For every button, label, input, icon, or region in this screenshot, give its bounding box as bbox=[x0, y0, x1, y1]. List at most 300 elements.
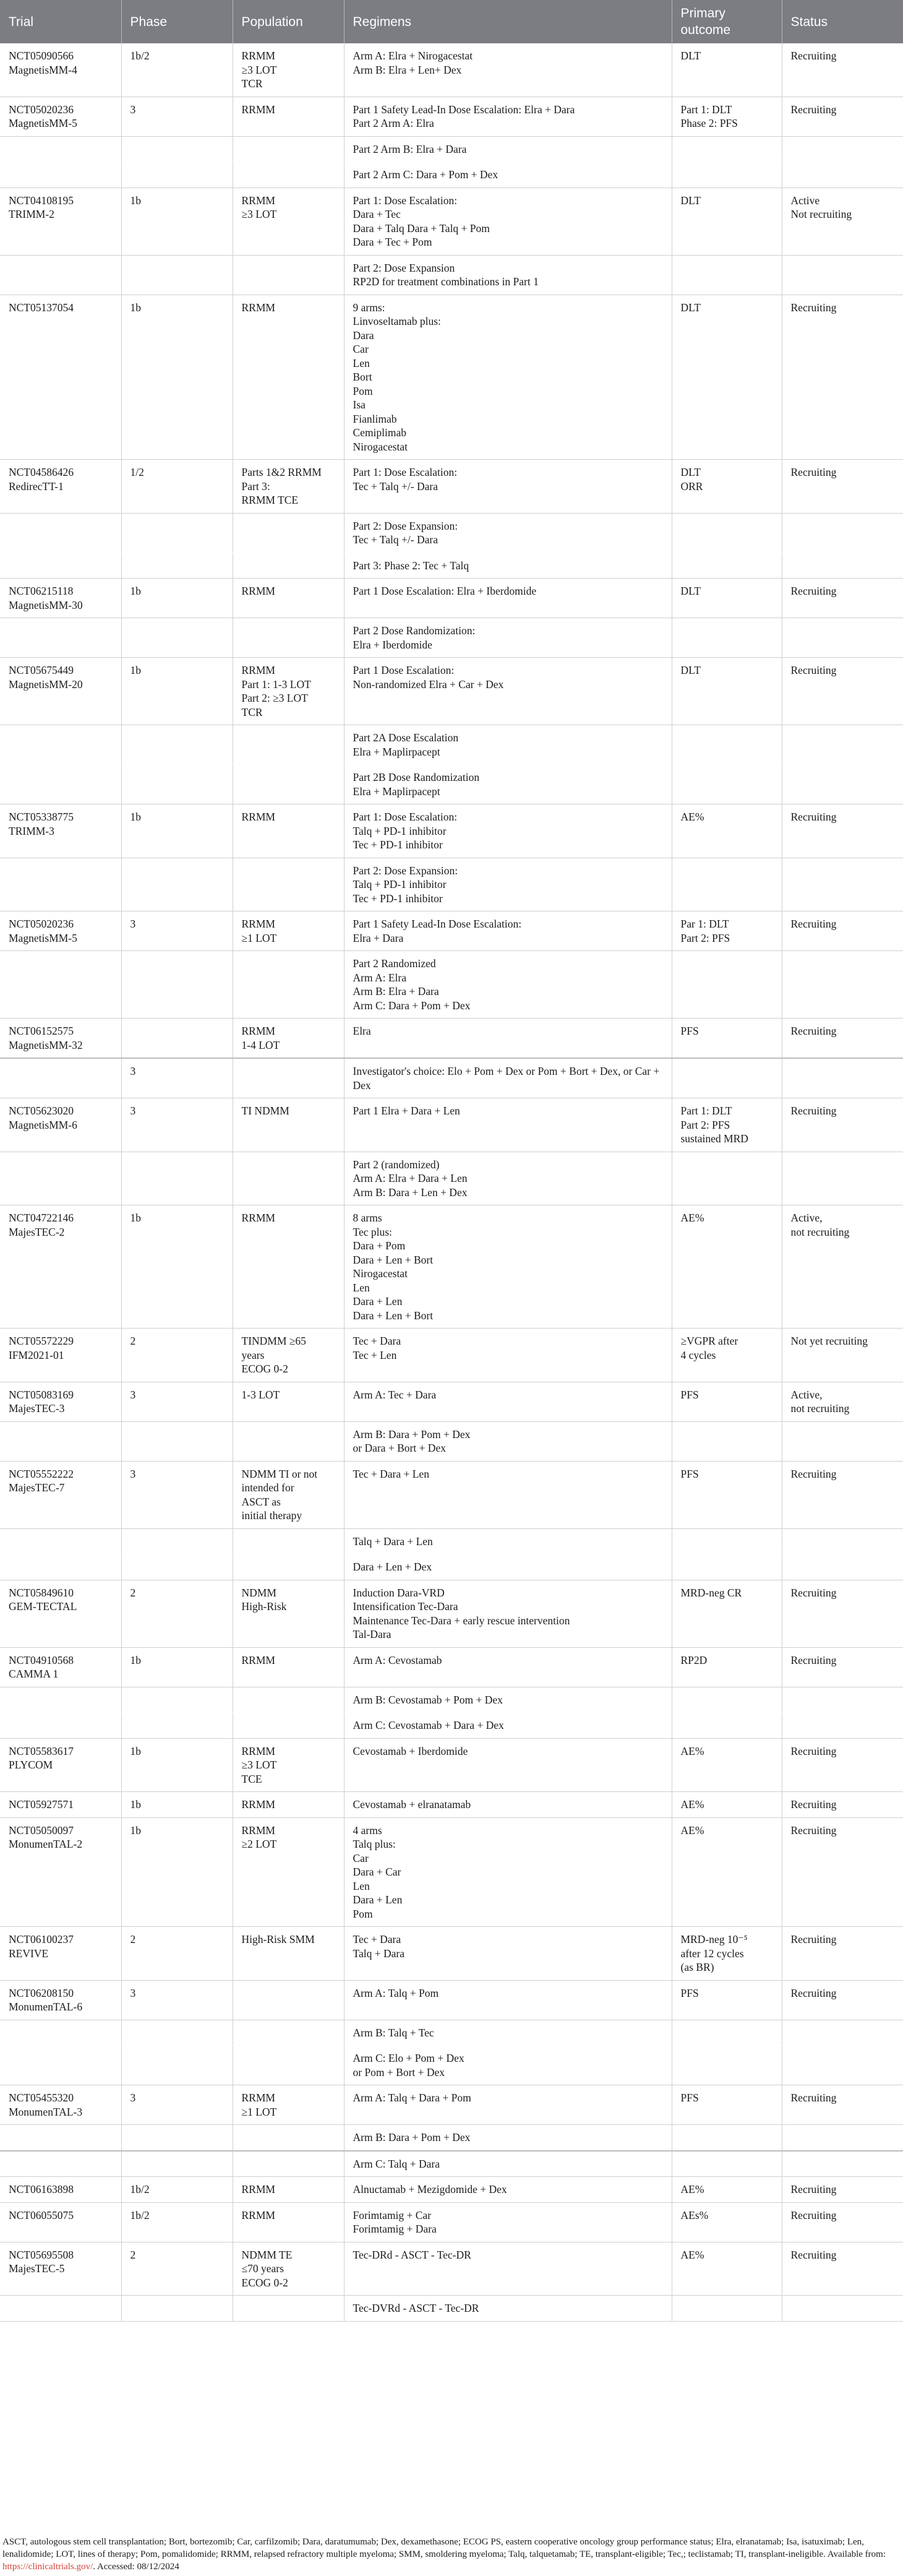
cell-population-line: initial therapy bbox=[241, 1509, 302, 1522]
cell-regimens bbox=[344, 618, 672, 658]
cell-regimens bbox=[344, 579, 672, 618]
cell-phase bbox=[121, 1817, 233, 1927]
cell-primary-outcome bbox=[672, 1980, 782, 2020]
cell-regimens bbox=[344, 2202, 672, 2242]
cell-regimens-line: Tec + Talq +/- Dara bbox=[353, 480, 438, 493]
table-row bbox=[0, 162, 903, 188]
cell-regimens-line: Pom bbox=[353, 1907, 373, 1920]
cell-phase bbox=[121, 1738, 233, 1792]
cell-phase bbox=[121, 1554, 233, 1580]
cell-primary-outcome bbox=[672, 2046, 782, 2085]
table-row bbox=[0, 1152, 903, 1205]
cell-population bbox=[233, 162, 344, 188]
cell-regimens bbox=[344, 2177, 672, 2203]
cell-regimens-line: Part 3: Phase 2: Tec + Talq bbox=[353, 559, 469, 572]
cell-population-line: NDMM TI or not bbox=[241, 1467, 318, 1480]
cell-primary-outcome bbox=[672, 513, 782, 553]
cell-primary-outcome-line: Phase 2: PFS bbox=[680, 117, 738, 129]
cell-phase bbox=[121, 1205, 233, 1329]
cell-primary-outcome-line: Part 2: PFS bbox=[680, 931, 730, 944]
cell-regimens-line: Arm B: Dara + Len + Dex bbox=[353, 1186, 468, 1199]
cell-regimens-line: Arm B: Dara + Pom + Dex bbox=[353, 1428, 471, 1441]
cell-trial bbox=[0, 2020, 121, 2046]
cell-regimens-line: Maintenance Tec-Dara + early rescue intervention bbox=[353, 1614, 570, 1627]
cell-primary-outcome-line: AEs% bbox=[680, 2208, 709, 2221]
cell-population-line: RRMM bbox=[241, 1212, 275, 1224]
cell-status bbox=[782, 2242, 903, 2296]
cell-regimens bbox=[344, 187, 672, 255]
table-row bbox=[0, 1058, 903, 1098]
cell-trial bbox=[0, 1528, 121, 1554]
cell-status bbox=[782, 255, 903, 295]
cell-status-line: Recruiting bbox=[790, 103, 837, 116]
cell-primary-outcome bbox=[672, 618, 782, 658]
cell-regimens bbox=[344, 2125, 672, 2151]
cell-population-line: ≥3 LOT bbox=[241, 63, 277, 76]
cell-trial bbox=[0, 162, 121, 188]
cell-primary-outcome-line: after 12 cycles bbox=[680, 1947, 744, 1960]
cell-population bbox=[233, 1152, 344, 1205]
cell-regimens bbox=[344, 1738, 672, 1792]
table-row bbox=[0, 2151, 903, 2177]
clinicaltrials-link[interactable]: https://clinicaltrials.gov/ bbox=[2, 2562, 93, 2572]
table-row bbox=[0, 1927, 903, 1981]
cell-regimens-line: Part 2 (randomized) bbox=[353, 1158, 440, 1171]
cell-trial-line: NCT05849610 bbox=[9, 1586, 74, 1599]
cell-status bbox=[782, 1205, 903, 1329]
cell-population-line: TINDMM ≥65 bbox=[241, 1335, 306, 1347]
cell-primary-outcome bbox=[672, 2177, 782, 2203]
cell-regimens-line: Isa bbox=[353, 398, 366, 411]
cell-regimens bbox=[344, 1421, 672, 1461]
cell-regimens bbox=[344, 1019, 672, 1059]
cell-phase bbox=[121, 2177, 233, 2203]
cell-regimens-line: Tec + PD-1 inhibitor bbox=[353, 838, 443, 851]
cell-primary-outcome-line: DLT bbox=[680, 50, 701, 62]
cell-trial bbox=[0, 2296, 121, 2322]
cell-status bbox=[782, 1927, 903, 1981]
cell-regimens-line: RP2D for treatment combinations in Part 1 bbox=[353, 275, 539, 288]
cell-primary-outcome-line: AE% bbox=[680, 2248, 704, 2261]
cell-primary-outcome bbox=[672, 911, 782, 951]
cell-regimens-line: Len bbox=[353, 1879, 370, 1892]
header-phase: Phase bbox=[121, 0, 233, 43]
cell-status bbox=[782, 1580, 903, 1647]
cell-trial-line: PLYCOM bbox=[9, 1759, 53, 1771]
cell-trial bbox=[0, 658, 121, 725]
cell-trial-line: NCT06208150 bbox=[9, 1986, 74, 1999]
cell-population bbox=[233, 187, 344, 255]
cell-regimens bbox=[344, 1580, 672, 1647]
cell-trial-line: NCT05338775 bbox=[9, 811, 74, 823]
cell-regimens-line: Arm B: Dara + Pom + Dex bbox=[353, 2131, 471, 2143]
cell-trial-line: NCT05623020 bbox=[9, 1105, 74, 1117]
cell-population-line: years bbox=[241, 1348, 265, 1361]
cell-regimens-line: Elra + Dara bbox=[353, 931, 404, 944]
cell-population-line: RRMM bbox=[241, 50, 275, 62]
cell-population bbox=[233, 951, 344, 1019]
cell-phase bbox=[121, 1927, 233, 1981]
cell-regimens-line: Part 2 Arm C: Dara + Pom + Dex bbox=[353, 168, 499, 181]
cell-phase-line: 3 bbox=[130, 1388, 136, 1401]
cell-population bbox=[233, 553, 344, 579]
cell-trial-line: NCT05675449 bbox=[9, 664, 74, 676]
cell-status bbox=[782, 618, 903, 658]
cell-phase bbox=[121, 1058, 233, 1098]
cell-status bbox=[782, 1461, 903, 1528]
table-row bbox=[0, 1098, 903, 1152]
table-row bbox=[0, 295, 903, 460]
cell-primary-outcome bbox=[672, 187, 782, 255]
cell-phase-line: 1b bbox=[130, 1653, 141, 1666]
cell-regimens-line: Dara + Len + Dex bbox=[353, 1561, 432, 1573]
cell-phase-line: 3 bbox=[130, 1467, 136, 1480]
cell-population-line: RRMM bbox=[241, 918, 275, 930]
cell-trial-line: NCT06055075 bbox=[9, 2208, 74, 2221]
cell-regimens-line: Tec + Talq +/- Dara bbox=[353, 533, 438, 546]
cell-primary-outcome-line: Part 2: PFS bbox=[680, 1118, 730, 1131]
table-body bbox=[0, 43, 903, 2321]
cell-status-line: Recruiting bbox=[790, 2183, 837, 2195]
cell-status-line: not recruiting bbox=[790, 1225, 850, 1238]
cell-regimens-line: Arm A: Elra + Dara + Len bbox=[353, 1172, 468, 1184]
cell-regimens-line: Part 1 Dose Escalation: bbox=[353, 664, 455, 676]
cell-primary-outcome bbox=[672, 162, 782, 188]
cell-primary-outcome-line: AE% bbox=[680, 1212, 704, 1224]
cell-population bbox=[233, 1058, 344, 1098]
cell-status bbox=[782, 43, 903, 97]
cell-phase-line: 1b bbox=[130, 664, 141, 676]
cell-regimens bbox=[344, 1382, 672, 1421]
cell-primary-outcome bbox=[672, 1421, 782, 1461]
cell-regimens-line: Dara + Tec bbox=[353, 208, 401, 220]
cell-regimens-line: Arm C: Cevostamab + Dara + Dex bbox=[353, 1719, 504, 1731]
cell-status-line: Not recruiting bbox=[790, 208, 852, 220]
cell-primary-outcome bbox=[672, 1461, 782, 1528]
cell-primary-outcome bbox=[672, 1738, 782, 1792]
cell-regimens-line: Talq + PD-1 inhibitor bbox=[353, 878, 447, 890]
cell-population bbox=[233, 2151, 344, 2177]
cell-phase-line: 3 bbox=[130, 103, 136, 116]
cell-status-line: Recruiting bbox=[790, 1467, 837, 1480]
cell-regimens bbox=[344, 1058, 672, 1098]
cell-status bbox=[782, 2296, 903, 2322]
cell-phase-line: 1b bbox=[130, 811, 141, 823]
cell-population-line: RRMM TCE bbox=[241, 494, 299, 506]
cell-primary-outcome bbox=[672, 1019, 782, 1059]
cell-status bbox=[782, 513, 903, 553]
cell-regimens bbox=[344, 1554, 672, 1580]
cell-regimens-line: Arm C: Elo + Pom + Dex bbox=[353, 2052, 464, 2064]
cell-primary-outcome-line: DLT bbox=[680, 664, 701, 676]
cell-trial-line: MagnetisMM-32 bbox=[9, 1038, 83, 1051]
cell-regimens-line: Part 1 Safety Lead-In Dose Escalation: Elra + Dara bbox=[353, 103, 575, 116]
cell-status bbox=[782, 858, 903, 911]
cell-population-line: RRMM bbox=[241, 2208, 275, 2221]
cell-regimens-line: Part 1: Dose Escalation: bbox=[353, 466, 458, 478]
cell-regimens-line: Talq + PD-1 inhibitor bbox=[353, 824, 447, 837]
cell-trial-line: NCT06163898 bbox=[9, 2183, 74, 2195]
cell-primary-outcome-line: 4 cycles bbox=[680, 1348, 716, 1361]
cell-status-line: Recruiting bbox=[790, 1105, 837, 1117]
cell-regimens-line: Dara + Len + Bort bbox=[353, 1253, 434, 1266]
cell-phase bbox=[121, 295, 233, 460]
cell-trial-line: CAMMA 1 bbox=[9, 1668, 59, 1680]
cell-regimens-line: Arm C: Talq + Dara bbox=[353, 2157, 440, 2170]
cell-phase-line: 1b bbox=[130, 1798, 141, 1811]
cell-population bbox=[233, 1647, 344, 1687]
cell-status-line: Recruiting bbox=[790, 2208, 837, 2221]
cell-population bbox=[233, 1382, 344, 1421]
cell-primary-outcome-line: PFS bbox=[680, 1025, 699, 1037]
cell-population bbox=[233, 1528, 344, 1554]
cell-population bbox=[233, 1927, 344, 1981]
cell-regimens-line: Dara + Talq Dara + Talq + Pom bbox=[353, 222, 490, 235]
cell-population-line: RRMM bbox=[241, 2091, 275, 2104]
cell-regimens-line: 8 arms bbox=[353, 1212, 382, 1224]
table-row bbox=[0, 765, 903, 804]
cell-trial bbox=[0, 1382, 121, 1421]
cell-phase bbox=[121, 765, 233, 804]
cell-regimens-line: Part 2: Dose Expansion bbox=[353, 261, 455, 274]
cell-population bbox=[233, 765, 344, 804]
cell-trial bbox=[0, 1687, 121, 1713]
cell-status bbox=[782, 1329, 903, 1382]
table-header-row bbox=[0, 0, 903, 43]
cell-trial bbox=[0, 2046, 121, 2085]
cell-regimens bbox=[344, 1792, 672, 1818]
cell-regimens-line: Part 2B Dose Randomization bbox=[353, 771, 480, 783]
cell-regimens bbox=[344, 2296, 672, 2322]
cell-population-line: ≥1 LOT bbox=[241, 931, 277, 944]
cell-population-line: NDMM bbox=[241, 1586, 276, 1599]
table-row bbox=[0, 1329, 903, 1382]
table-row bbox=[0, 1528, 903, 1554]
cell-trial-line: NCT05583617 bbox=[9, 1744, 74, 1757]
cell-primary-outcome bbox=[672, 1528, 782, 1554]
cell-primary-outcome bbox=[672, 2020, 782, 2046]
cell-regimens bbox=[344, 2151, 672, 2177]
cell-primary-outcome-line: AE% bbox=[680, 1798, 704, 1811]
table-row bbox=[0, 1461, 903, 1528]
cell-trial-line: TRIMM-3 bbox=[9, 824, 54, 837]
table-row bbox=[0, 1580, 903, 1647]
table-row bbox=[0, 2085, 903, 2125]
cell-regimens-line: Tec plus: bbox=[353, 1225, 392, 1238]
cell-phase bbox=[121, 725, 233, 765]
cell-trial bbox=[0, 765, 121, 804]
cell-trial bbox=[0, 255, 121, 295]
cell-status bbox=[782, 2020, 903, 2046]
cell-regimens-line: Forimtamig + Car bbox=[353, 2208, 432, 2221]
cell-population bbox=[233, 255, 344, 295]
cell-population-line: ≥2 LOT bbox=[241, 1838, 277, 1850]
cell-population bbox=[233, 1792, 344, 1818]
cell-status bbox=[782, 1647, 903, 1687]
cell-population-line: 1-3 LOT bbox=[241, 1388, 280, 1401]
cell-trial-line: MagnetisMM-6 bbox=[9, 1118, 77, 1131]
cell-population-line: RRMM bbox=[241, 1798, 275, 1811]
cell-population-line: ≥3 LOT bbox=[241, 208, 277, 220]
cell-population bbox=[233, 2125, 344, 2151]
cell-population-line: intended for bbox=[241, 1481, 294, 1494]
cell-trial bbox=[0, 1205, 121, 1329]
cell-trial bbox=[0, 295, 121, 460]
cell-phase bbox=[121, 255, 233, 295]
cell-primary-outcome bbox=[672, 725, 782, 765]
cell-trial-line: RedirecTT-1 bbox=[9, 480, 64, 493]
cell-trial bbox=[0, 1461, 121, 1528]
cell-phase-line: 1/2 bbox=[130, 466, 144, 478]
cell-regimens-line: Arm A: Talq + Dara + Pom bbox=[353, 2091, 471, 2104]
cell-regimens bbox=[344, 1205, 672, 1329]
cell-regimens bbox=[344, 765, 672, 804]
cell-phase-line: 3 bbox=[130, 1065, 136, 1077]
cell-phase bbox=[121, 2296, 233, 2322]
cell-regimens bbox=[344, 1927, 672, 1981]
cell-trial bbox=[0, 43, 121, 97]
cell-regimens-line: Tal-Dara bbox=[353, 1628, 392, 1640]
cell-phase-line: 1b bbox=[130, 1824, 141, 1837]
cell-regimens bbox=[344, 513, 672, 553]
cell-regimens-line: Arm B: Talq + Tec bbox=[353, 2026, 434, 2039]
cell-status bbox=[782, 1528, 903, 1554]
cell-status bbox=[782, 1738, 903, 1792]
cell-regimens bbox=[344, 1528, 672, 1554]
cell-status bbox=[782, 725, 903, 765]
cell-trial bbox=[0, 2085, 121, 2125]
table-row bbox=[0, 1647, 903, 1687]
cell-status-line: Recruiting bbox=[790, 585, 837, 597]
table-row bbox=[0, 658, 903, 725]
cell-primary-outcome bbox=[672, 658, 782, 725]
cell-phase-line: 1b bbox=[130, 585, 141, 597]
cell-primary-outcome-line: ≥VGPR after bbox=[680, 1335, 738, 1347]
cell-regimens-line: Part 2 Arm A: Elra bbox=[353, 117, 434, 129]
cell-primary-outcome bbox=[672, 2151, 782, 2177]
cell-regimens-line: Tec-DVRd - ASCT - Tec-DR bbox=[353, 2302, 479, 2314]
cell-regimens-line: Intensification Tec-Dara bbox=[353, 1600, 458, 1613]
cell-trial-line: NCT05090566 bbox=[9, 50, 74, 62]
cell-phase bbox=[121, 2085, 233, 2125]
cell-trial bbox=[0, 579, 121, 618]
cell-population bbox=[233, 1817, 344, 1927]
cell-status bbox=[782, 1421, 903, 1461]
cell-status bbox=[782, 1817, 903, 1927]
cell-status bbox=[782, 2177, 903, 2203]
cell-regimens-line: Arm A: Tec + Dara bbox=[353, 1388, 437, 1401]
cell-phase bbox=[121, 858, 233, 911]
cell-regimens bbox=[344, 858, 672, 911]
cell-regimens-line: Nirogacestat bbox=[353, 440, 408, 453]
cell-trial bbox=[0, 1580, 121, 1647]
cell-trial bbox=[0, 911, 121, 951]
cell-population bbox=[233, 1421, 344, 1461]
cell-phase bbox=[121, 911, 233, 951]
cell-regimens-line: Dara + Len bbox=[353, 1893, 403, 1906]
cell-trial bbox=[0, 1329, 121, 1382]
cell-population bbox=[233, 136, 344, 162]
cell-primary-outcome-line: Part 1: DLT bbox=[680, 1105, 732, 1117]
cell-phase bbox=[121, 2151, 233, 2177]
cell-primary-outcome bbox=[672, 97, 782, 136]
cell-population-line: RRMM bbox=[241, 194, 275, 207]
cell-regimens-line: Dara + Pom bbox=[353, 1239, 406, 1252]
cell-trial bbox=[0, 2242, 121, 2296]
table-row bbox=[0, 460, 903, 514]
cell-trial bbox=[0, 1152, 121, 1205]
cell-phase-line: 2 bbox=[130, 1335, 136, 1347]
table-row bbox=[0, 618, 903, 658]
cell-trial bbox=[0, 1019, 121, 1059]
cell-population bbox=[233, 618, 344, 658]
cell-regimens bbox=[344, 1329, 672, 1382]
cell-regimens bbox=[344, 2020, 672, 2046]
cell-regimens-line: Cevostamab + elranatamab bbox=[353, 1798, 471, 1811]
cell-phase bbox=[121, 1152, 233, 1205]
cell-population bbox=[233, 2242, 344, 2296]
cell-primary-outcome-line: DLT bbox=[680, 466, 701, 478]
cell-trial-line: MajesTEC-2 bbox=[9, 1225, 65, 1238]
cell-regimens bbox=[344, 2046, 672, 2085]
cell-primary-outcome-line: (as BR) bbox=[680, 1961, 714, 1973]
cell-status bbox=[782, 1792, 903, 1818]
cell-phase bbox=[121, 1421, 233, 1461]
cell-population-line: Part 2: ≥3 LOT bbox=[241, 692, 308, 704]
cell-population bbox=[233, 1205, 344, 1329]
cell-population bbox=[233, 1554, 344, 1580]
cell-trial bbox=[0, 1738, 121, 1792]
cell-population bbox=[233, 460, 344, 514]
cell-population-line: TCR bbox=[241, 77, 263, 90]
cell-status bbox=[782, 1382, 903, 1421]
cell-primary-outcome bbox=[672, 1554, 782, 1580]
cell-regimens-line: Dara bbox=[353, 329, 374, 342]
cell-population bbox=[233, 1098, 344, 1152]
cell-regimens bbox=[344, 658, 672, 725]
footnote-suffix: . Accessed: 08/12/2024 bbox=[93, 2562, 179, 2572]
cell-regimens-line: Arm A: Elra + Nirogacestat bbox=[353, 50, 473, 62]
cell-regimens-line: Pom bbox=[353, 384, 373, 397]
cell-status-line: Recruiting bbox=[790, 664, 837, 676]
cell-primary-outcome bbox=[672, 43, 782, 97]
cell-trial-line: NCT05083169 bbox=[9, 1388, 74, 1401]
cell-phase-line: 1b/2 bbox=[130, 50, 150, 62]
cell-primary-outcome-line: PFS bbox=[680, 1388, 699, 1401]
cell-regimens-line: Part 2A Dose Escalation bbox=[353, 731, 459, 744]
cell-regimens-line: Len bbox=[353, 1281, 370, 1294]
cell-regimens-line: Car bbox=[353, 343, 369, 355]
cell-phase bbox=[121, 187, 233, 255]
cell-population bbox=[233, 2202, 344, 2242]
cell-status bbox=[782, 765, 903, 804]
cell-phase bbox=[121, 618, 233, 658]
cell-trial-line: NCT05455320 bbox=[9, 2091, 74, 2104]
cell-regimens-line: Cevostamab + Iberdomide bbox=[353, 1744, 468, 1757]
cell-regimens-line: Fianlimab bbox=[353, 412, 397, 425]
cell-population bbox=[233, 1461, 344, 1528]
cell-regimens bbox=[344, 951, 672, 1019]
cell-regimens-line: Part 2: Dose Expansion: bbox=[353, 519, 458, 532]
cell-status bbox=[782, 1152, 903, 1205]
cell-trial-line: REVIVE bbox=[9, 1947, 49, 1960]
cell-phase bbox=[121, 2046, 233, 2085]
cell-population-line: ≤70 years bbox=[241, 2262, 284, 2275]
cell-primary-outcome-line: RP2D bbox=[680, 1653, 708, 1666]
cell-population bbox=[233, 513, 344, 553]
cell-population bbox=[233, 1687, 344, 1713]
cell-phase bbox=[121, 2202, 233, 2242]
